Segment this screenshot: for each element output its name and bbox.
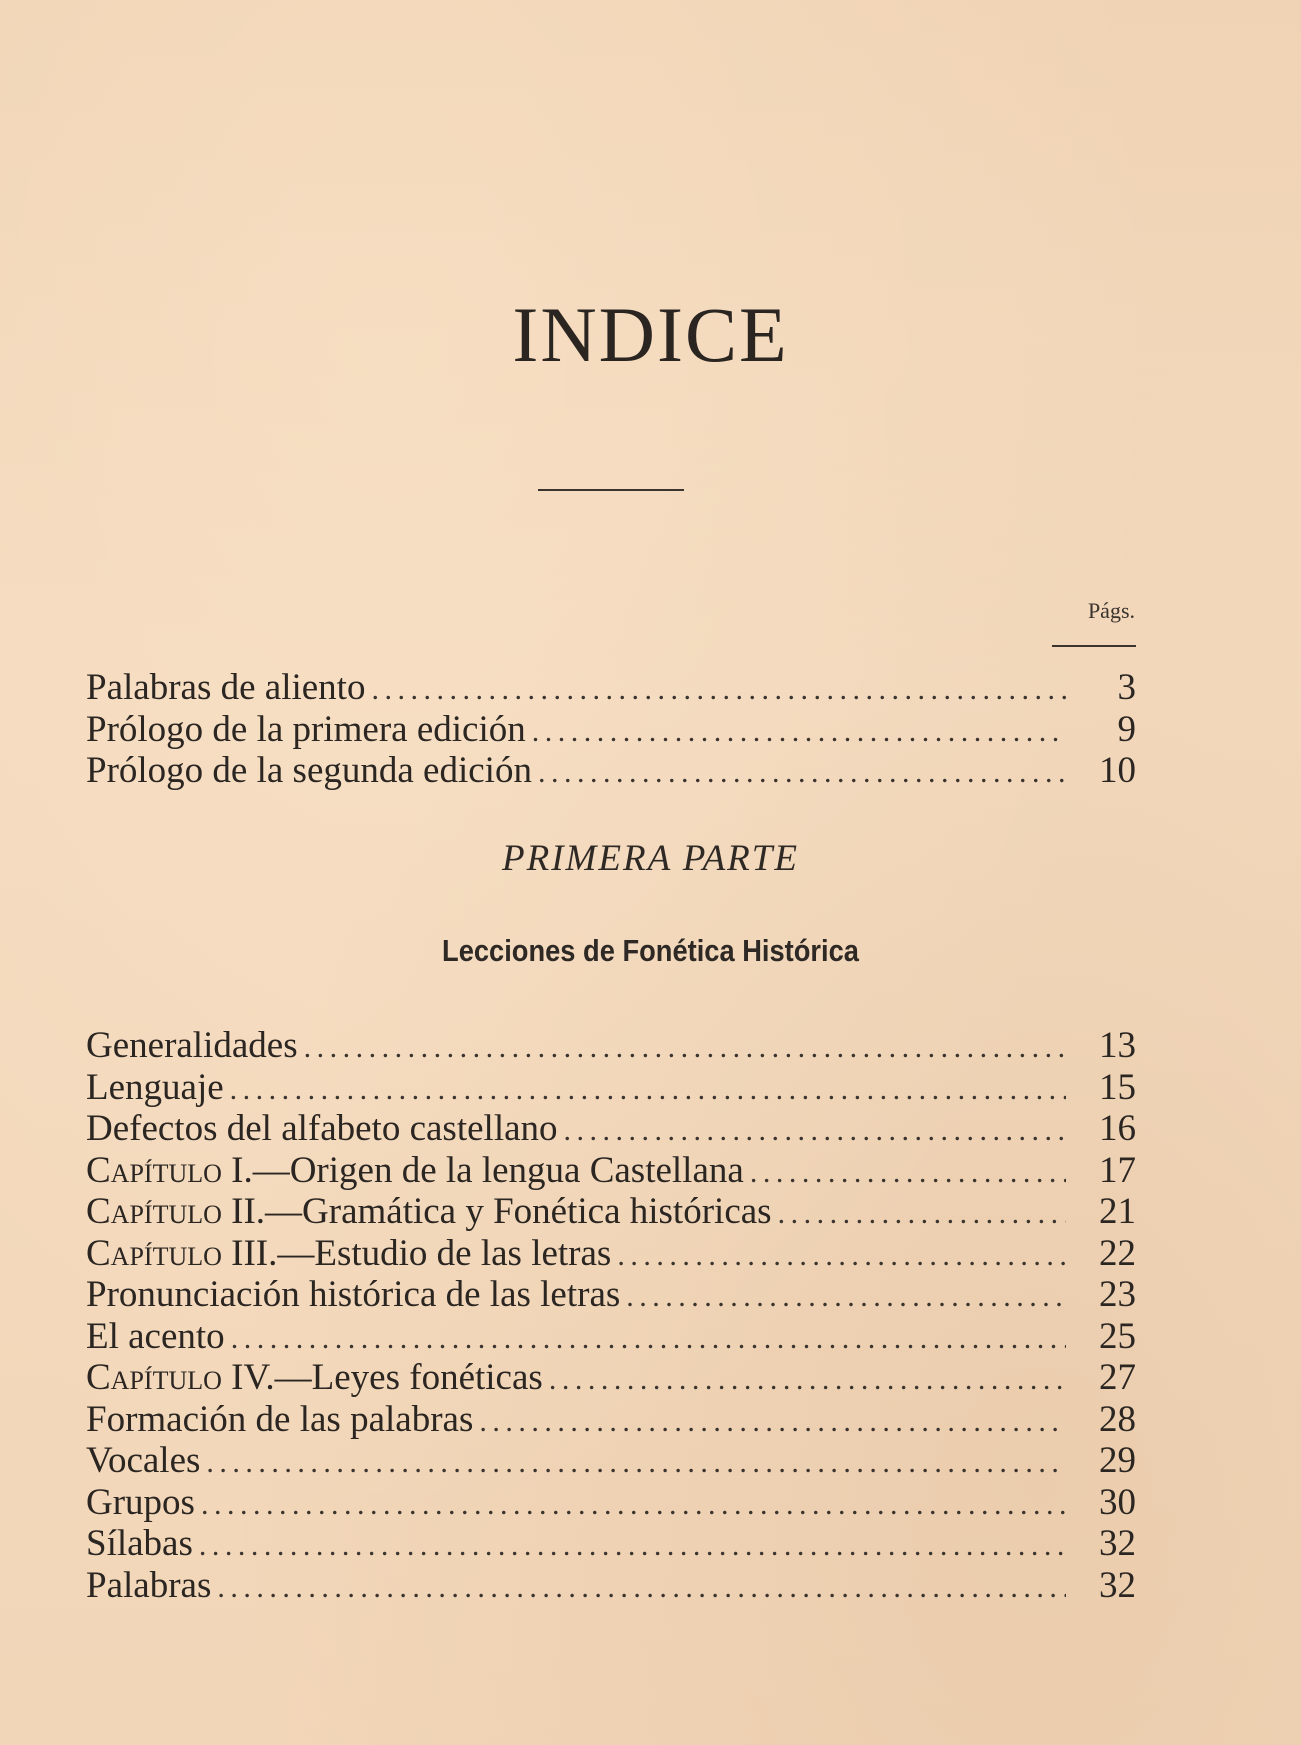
toc-entry-label xyxy=(86,1565,217,1607)
pages-column-rule xyxy=(1052,645,1136,647)
toc-entry-page: 23 xyxy=(1099,1274,1136,1315)
toc-entry[interactable] xyxy=(86,1233,1136,1275)
toc-entry[interactable] xyxy=(86,1399,1136,1441)
toc-entry-page: 13 xyxy=(1099,1025,1136,1066)
dot-leader xyxy=(617,1235,1066,1277)
toc-entry-label xyxy=(86,1523,199,1565)
toc-entry[interactable] xyxy=(86,1440,1136,1482)
toc-entry-text: Lenguaje xyxy=(86,1066,224,1108)
toc-entry[interactable] xyxy=(86,1108,1136,1150)
toc-entry-label xyxy=(86,1399,479,1441)
toc-entry-label xyxy=(86,1191,778,1233)
dot-leader xyxy=(626,1276,1066,1318)
toc-entry-page: 27 xyxy=(1099,1357,1136,1398)
toc-entry-page: 15 xyxy=(1099,1066,1136,1108)
toc-entry[interactable] xyxy=(86,709,1136,751)
toc-entry-label xyxy=(86,1108,564,1150)
chapter-prefix: Capítulo xyxy=(86,1149,222,1191)
dot-leader xyxy=(778,1193,1066,1235)
dot-leader xyxy=(230,1069,1066,1111)
dot-leader xyxy=(549,1359,1066,1401)
toc-entry-page: 32 xyxy=(1099,1523,1136,1564)
toc-entry-label xyxy=(86,1357,549,1399)
toc-entry-label: Prólogo de la primera edición xyxy=(86,708,526,750)
dot-leader xyxy=(201,1484,1066,1526)
toc-entry[interactable] xyxy=(86,1482,1136,1524)
toc-entry-text: Generalidades xyxy=(86,1025,298,1066)
toc-entry-page: 29 xyxy=(1099,1440,1136,1481)
dot-leader xyxy=(532,711,1066,753)
title-divider xyxy=(538,489,684,491)
chapter-prefix: Capítulo xyxy=(86,1191,222,1232)
dot-leader xyxy=(217,1567,1066,1609)
toc-entry[interactable] xyxy=(86,1025,1136,1067)
toc-entry-label: Palabras de aliento xyxy=(86,667,366,708)
toc-entry-page: 30 xyxy=(1099,1481,1136,1523)
dot-leader xyxy=(538,752,1066,794)
toc-entry-page: 16 xyxy=(1099,1108,1136,1149)
toc-entry[interactable] xyxy=(86,1191,1136,1233)
toc-entry-page: 17 xyxy=(1099,1149,1136,1191)
page-title: INDICE xyxy=(512,291,789,378)
dot-leader xyxy=(304,1027,1066,1069)
toc-entry[interactable] xyxy=(86,1274,1136,1316)
toc-entry[interactable] xyxy=(86,1150,1136,1192)
toc-entry-text: Formación de las palabras xyxy=(86,1398,474,1440)
toc-entry-label xyxy=(86,1233,617,1275)
toc-entry-label: Prólogo de la segunda edición xyxy=(86,750,532,791)
toc-entry[interactable] xyxy=(86,1565,1136,1607)
toc-entry[interactable] xyxy=(86,1523,1136,1565)
toc-entry-text: Defectos del alfabeto castellano xyxy=(86,1108,558,1149)
chapter-prefix: Capítulo xyxy=(86,1232,222,1274)
dot-leader xyxy=(564,1110,1066,1152)
toc-entry-text: Grupos xyxy=(86,1481,195,1523)
dot-leader xyxy=(199,1525,1066,1567)
toc-entry-text: II.—Gramática y Fonética históricas xyxy=(221,1191,772,1232)
toc-entry-text: Pronunciación histórica de las letras xyxy=(86,1274,621,1315)
part-heading: PRIMERA PARTE xyxy=(502,838,799,879)
toc-entry-text: I.—Origen de la lengua Castellana xyxy=(221,1149,744,1191)
toc-entry-page: 25 xyxy=(1099,1315,1136,1357)
toc-entry-text: Sílabas xyxy=(86,1523,193,1564)
dot-leader xyxy=(231,1318,1066,1360)
toc-entry-label xyxy=(86,1067,230,1109)
toc-entry[interactable] xyxy=(86,1357,1136,1399)
toc-entry-page: 3 xyxy=(1117,667,1136,708)
toc-entry-page: 32 xyxy=(1099,1564,1136,1606)
front-matter-list xyxy=(86,667,1136,792)
toc-entry-text: III.—Estudio de las letras xyxy=(221,1232,612,1274)
toc-entry-page: 22 xyxy=(1099,1232,1136,1274)
toc-entry-label xyxy=(86,1025,304,1067)
toc-entry[interactable] xyxy=(86,1067,1136,1109)
toc-entry-text: Palabras xyxy=(86,1564,212,1606)
toc-entry-text: IV.—Leyes fonéticas xyxy=(221,1357,543,1398)
toc-entry[interactable] xyxy=(86,1316,1136,1358)
toc-entry-label xyxy=(86,1274,626,1316)
dot-leader xyxy=(371,669,1066,711)
toc-entry-label xyxy=(86,1316,231,1358)
chapter-prefix: Capítulo xyxy=(86,1357,222,1398)
dot-leader xyxy=(479,1401,1066,1443)
lessons-list xyxy=(86,1025,1136,1606)
toc-entry[interactable] xyxy=(86,667,1136,709)
dot-leader xyxy=(206,1442,1066,1484)
toc-entry-page: 28 xyxy=(1099,1398,1136,1440)
toc-entry-text: Vocales xyxy=(86,1440,201,1481)
toc-entry[interactable] xyxy=(86,750,1136,792)
toc-entry-label xyxy=(86,1440,206,1482)
toc-entry-page: 10 xyxy=(1099,750,1136,791)
pages-column-header: Págs. xyxy=(1087,598,1135,623)
toc-entry-label xyxy=(86,1482,201,1524)
dot-leader xyxy=(750,1152,1066,1194)
toc-entry-label xyxy=(86,1150,750,1192)
toc-entry-page: 21 xyxy=(1099,1191,1136,1232)
toc-entry-page: 9 xyxy=(1117,708,1136,750)
toc-entry-text: El acento xyxy=(86,1315,225,1357)
part-subtitle: Lecciones de Fonética Histórica xyxy=(442,933,859,968)
